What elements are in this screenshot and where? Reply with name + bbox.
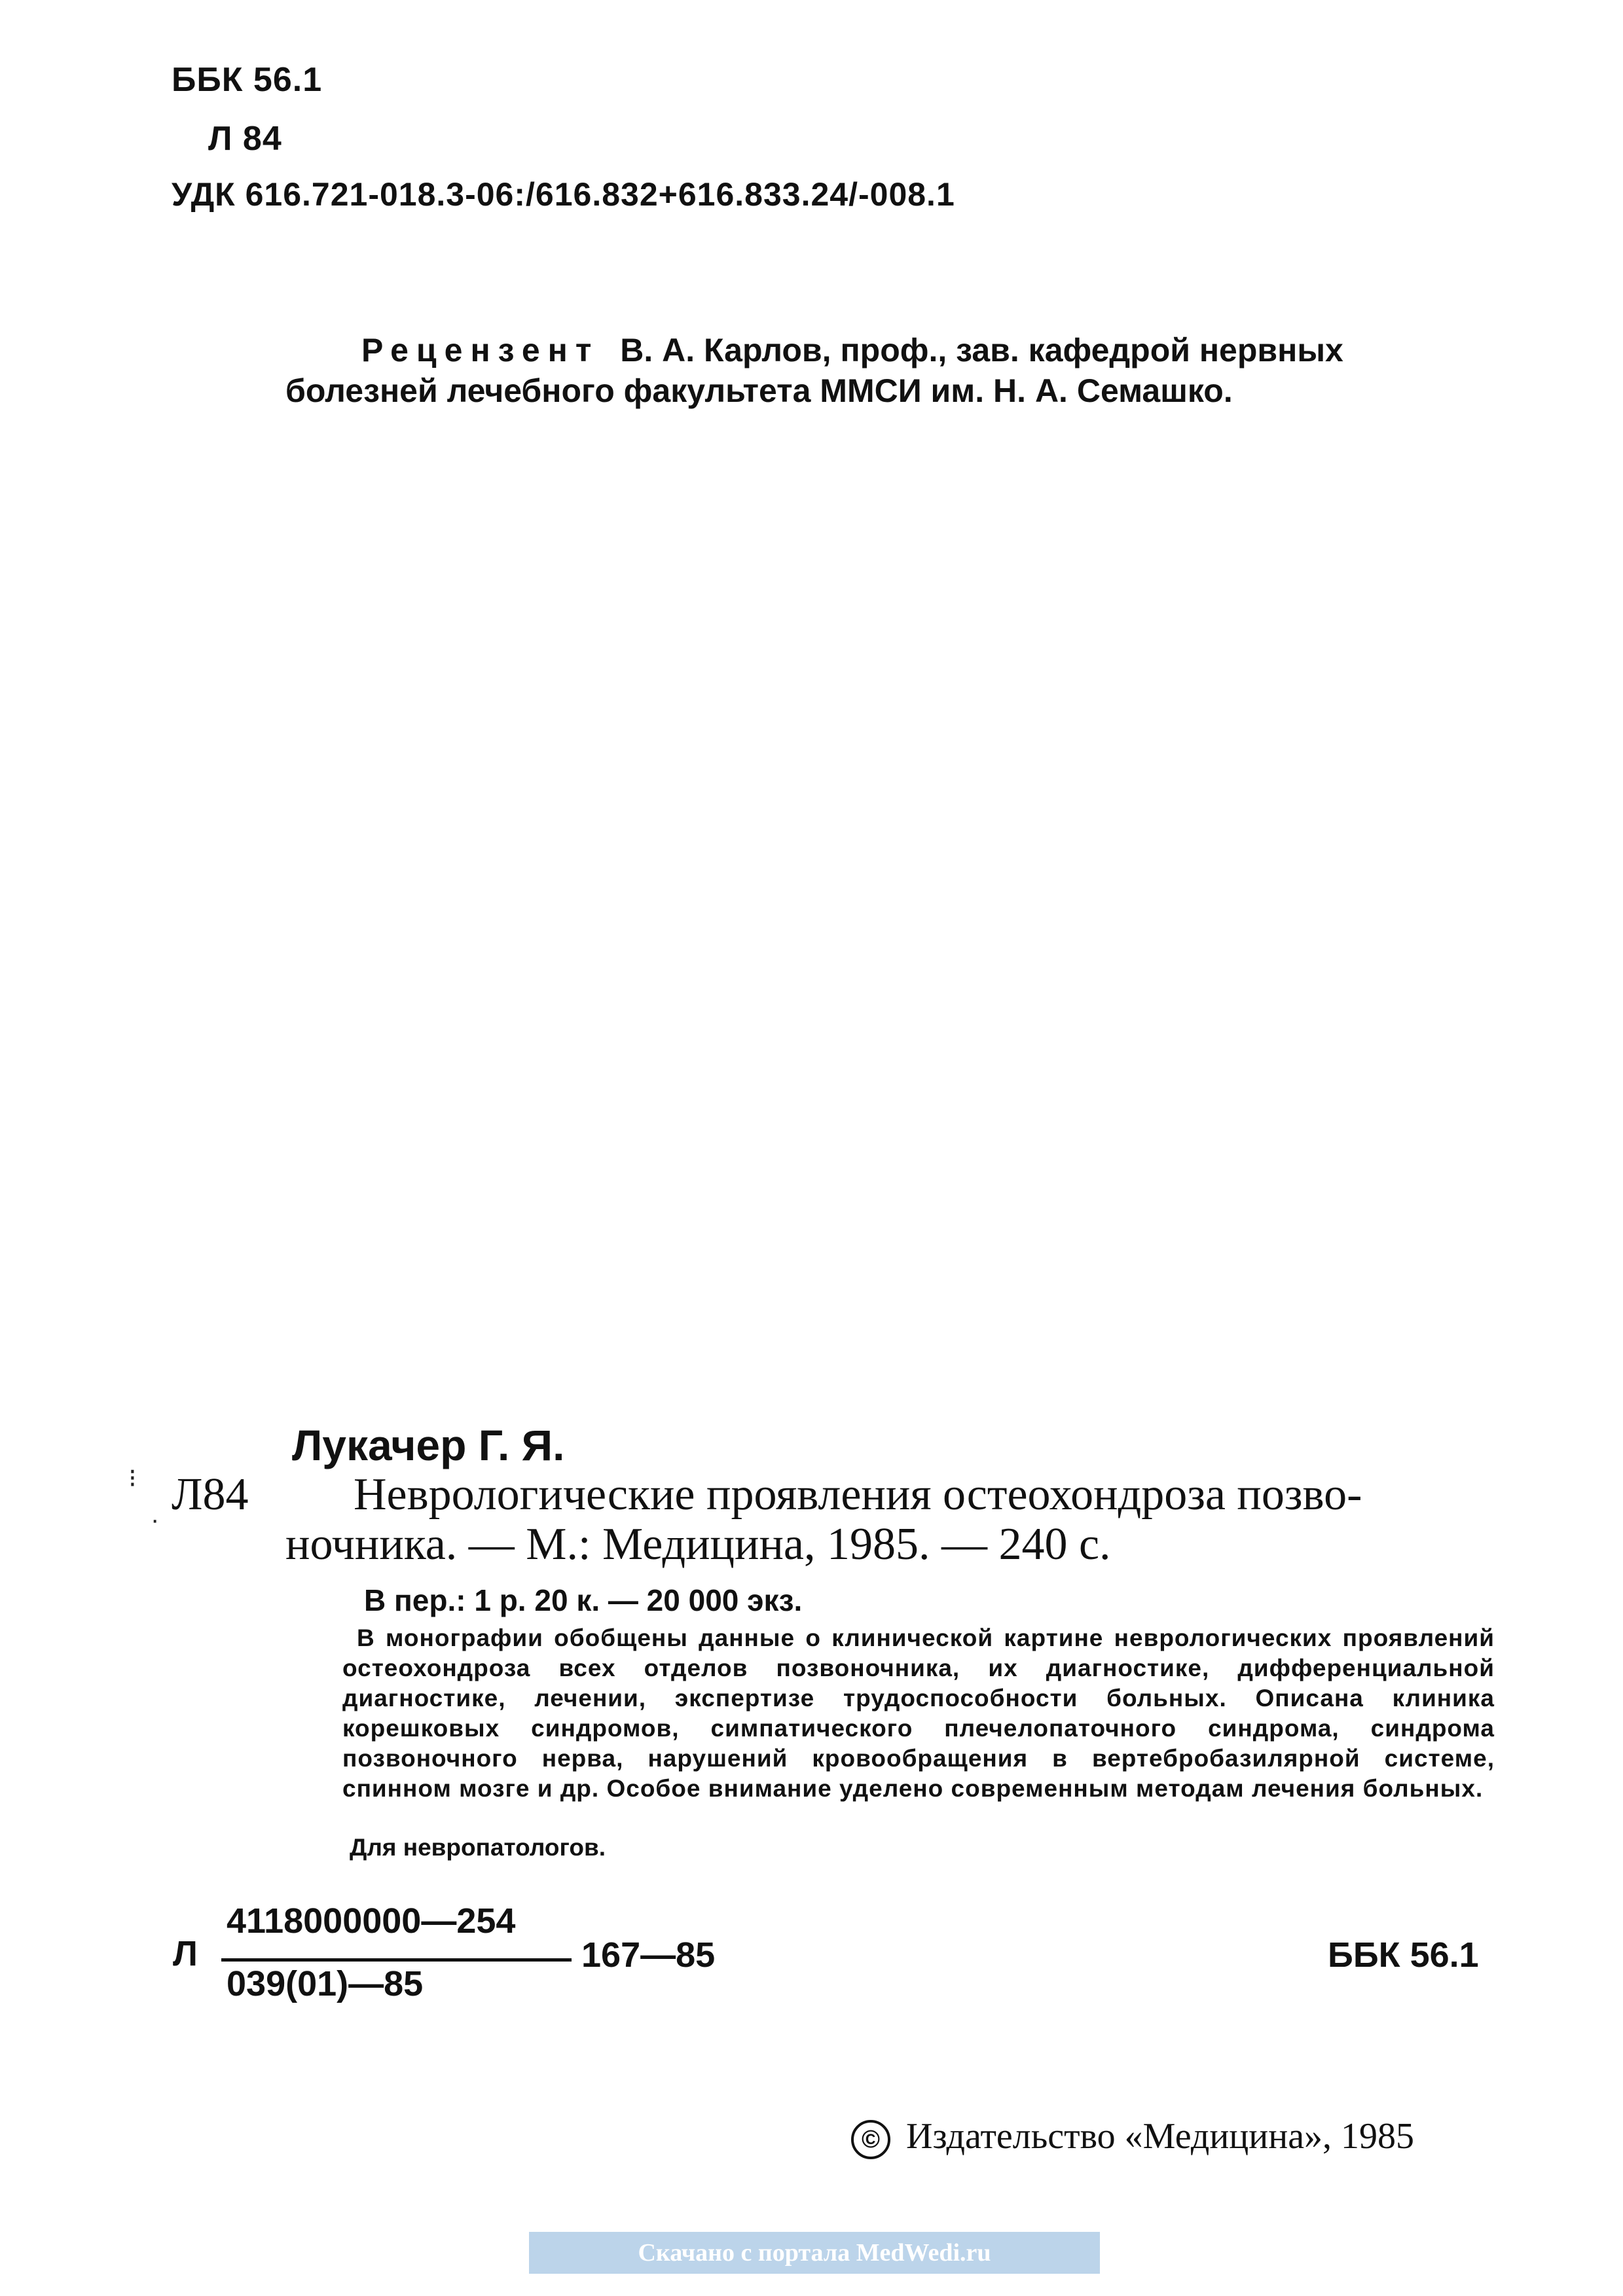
copyright-line — [851, 2115, 1414, 2159]
entry-price: В пер.: 1 р. 20 к. — 20 000 экз. — [364, 1583, 803, 1617]
entry-title-line-2: ночника. — М.: Медицина, 1985. — 240 с. — [285, 1519, 1111, 1570]
abstract-text: В монографии обобщены данные о клинической картине неврологических проявлений остеохондроза всех отделов позвоночника, их диагностике, дифференциальной диагностике, лечении, экспертизе трудоспособности больных. Описана клиника корешковых синдромов, симпатического плечелопаточного синдрома, синдрома позвоночного нерва, нарушений кровообращения в вертебробазилярной системе, спинном мозге и др. Особое внимание уделено современным методам лечения больных. — [342, 1624, 1495, 1802]
entry-shelf-mark: Л84 — [172, 1469, 249, 1520]
udk-code: УДК 616.721-018.3-06:/616.832+616.833.24/-008.1 — [172, 176, 955, 213]
index-letter: Л — [173, 1934, 198, 1973]
index-number: 167—85 — [581, 1935, 716, 1975]
entry-author: Лукачер Г. Я. — [292, 1421, 565, 1469]
watermark-banner[interactable]: Скачано с портала MedWedi.ru — [529, 2232, 1100, 2274]
index-bbk: ББК 56.1 — [1328, 1935, 1479, 1975]
index-numerator: 4118000000—254 — [227, 1901, 516, 1941]
reviewer-line-2: болезней лечебного факультета ММСИ им. Н. А. Семашко. — [285, 372, 1233, 409]
copyright-text: Издательство «Медицина», 1985 — [906, 2116, 1415, 2157]
margin-mark: · — [151, 1505, 160, 1534]
reviewer-details: В. А. Карлов, проф., зав. кафедрой нервных — [620, 332, 1343, 368]
bbk-code: ББК 56.1 — [172, 61, 323, 99]
entry-title-line-1: Неврологические проявления остеохондроза позво- — [354, 1469, 1362, 1520]
reviewer-label: Рецензент — [361, 332, 600, 368]
reviewer-line-1 — [361, 331, 1343, 369]
index-denominator: 039(01)—85 — [227, 1964, 424, 2003]
margin-mark: ⁝ — [128, 1464, 137, 1493]
index-fraction-line — [221, 1958, 572, 1962]
audience-note: Для невропатологов. — [350, 1834, 606, 1861]
copyright-icon: © — [851, 2120, 890, 2159]
author-sign: Л 84 — [208, 120, 282, 158]
